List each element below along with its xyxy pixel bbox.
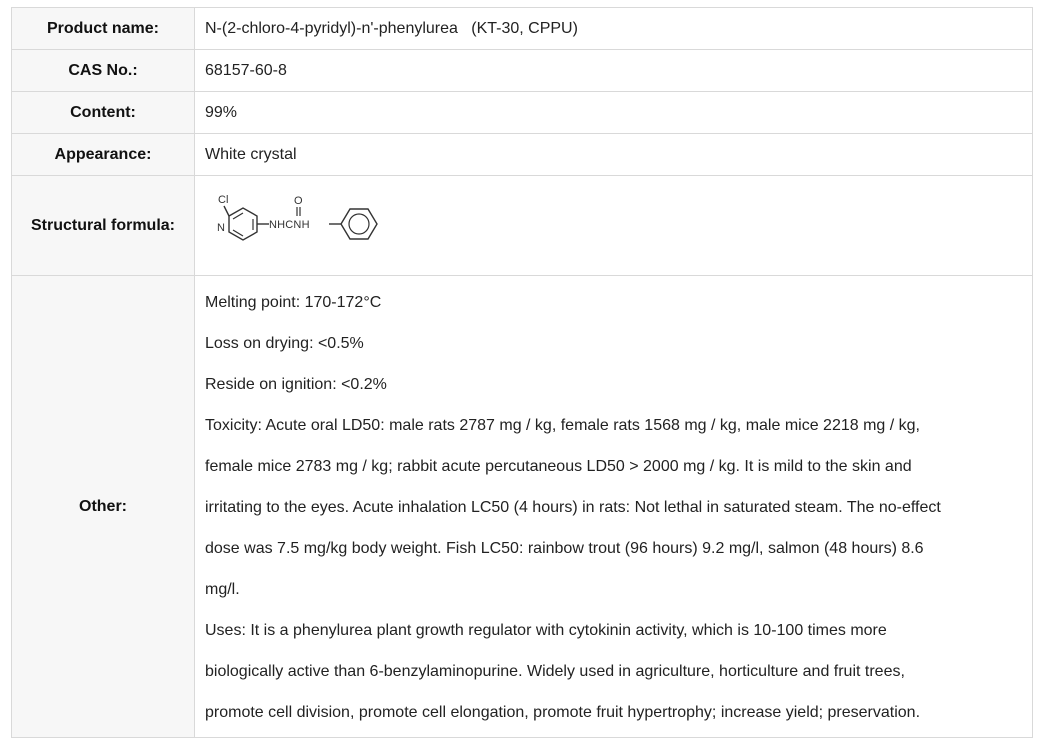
row-product-name xyxy=(12,8,1033,50)
appearance-value: White crystal xyxy=(195,134,1033,176)
other-label: Other: xyxy=(12,276,195,738)
row-other xyxy=(12,276,1033,738)
other-value xyxy=(195,276,1033,738)
other-line: Uses: It is a phenylurea plant growth regulator with cytokinin activity, which is 10-100 times more xyxy=(205,622,887,639)
appearance-label: Appearance: xyxy=(12,134,195,176)
other-line: Melting point: 170-172°C xyxy=(205,294,382,311)
chlorine-atom-label: Cl xyxy=(218,193,229,206)
product-name-label: Product name: xyxy=(12,8,195,50)
urea-chain-label: NHCNH xyxy=(269,218,310,231)
row-appearance xyxy=(12,134,1033,176)
other-line: Loss on drying: <0.5% xyxy=(205,335,364,352)
product-spec-table xyxy=(11,7,1033,738)
cas-no-label: CAS No.: xyxy=(12,50,195,92)
other-line: female mice 2783 mg / kg; rabbit acute percutaneous LD50 > 2000 mg / kg. It is mild to the skin and xyxy=(205,458,912,475)
other-line: Reside on ignition: <0.2% xyxy=(205,376,387,393)
other-line: Toxicity: Acute oral LD50: male rats 2787 mg / kg, female rats 1568 mg / kg, male mice 2218 mg / kg, xyxy=(205,417,920,434)
row-cas-no xyxy=(12,50,1033,92)
content-value: 99% xyxy=(195,92,1033,134)
structural-formula-image xyxy=(205,186,405,266)
nitrogen-atom-label: N xyxy=(217,221,225,234)
pyridine-double-bond-1 xyxy=(233,213,243,219)
other-line: dose was 7.5 mg/kg body weight. Fish LC50: rainbow trout (96 hours) 9.2 mg/l, salmon (48 hours) 8.6 xyxy=(205,540,924,557)
chlorine-bond xyxy=(224,206,229,216)
other-line: promote cell division, promote cell elongation, promote fruit hypertrophy; increase yield; preservation. xyxy=(205,704,921,721)
oxygen-atom-label: O xyxy=(294,194,303,207)
other-line: mg/l. xyxy=(205,581,240,598)
other-line: biologically active than 6-benzylaminopurine. Widely used in agriculture, horticulture and fruit trees, xyxy=(205,663,905,680)
structural-formula-label: Structural formula: xyxy=(12,176,195,276)
content-label: Content: xyxy=(12,92,195,134)
product-name-value: N-(2-chloro-4-pyridyl)-n'-phenylurea (KT-30, CPPU) xyxy=(195,8,1033,50)
other-line: irritating to the eyes. Acute inhalation LC50 (4 hours) in rats: Not lethal in saturated steam. The no-effect xyxy=(205,499,941,516)
cas-no-value: 68157-60-8 xyxy=(195,50,1033,92)
row-content xyxy=(12,92,1033,134)
structural-formula-cell xyxy=(195,176,1033,276)
row-structural-formula xyxy=(12,176,1033,276)
phenyl-aromatic-circle xyxy=(349,214,369,234)
